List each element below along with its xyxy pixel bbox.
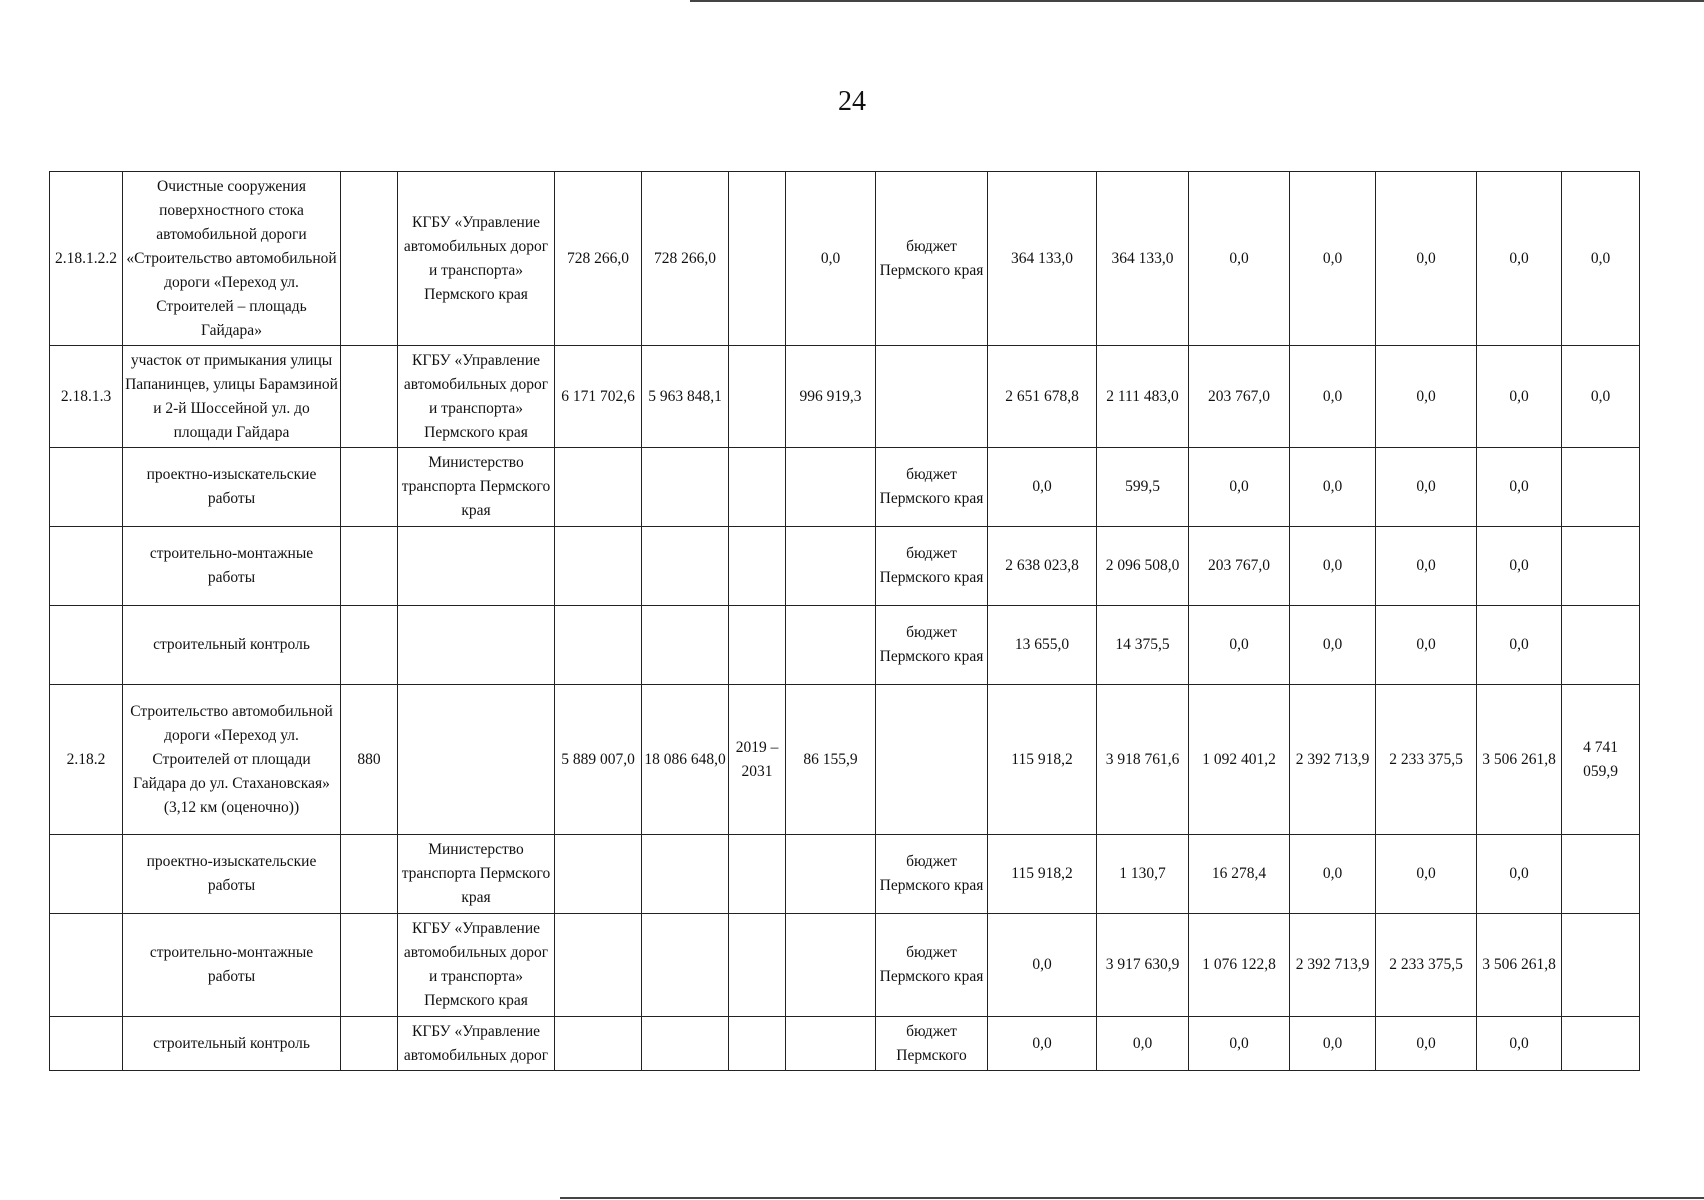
row-value-year-7: 4 741 059,9: [1562, 685, 1640, 835]
row-value-year-7: 0,0: [1562, 346, 1640, 448]
row-name: проектно-изыскательские работы: [123, 448, 341, 527]
row-estimated-cost: 728 266,0: [642, 172, 729, 346]
table-row: [50, 835, 1640, 914]
row-total-cost: [555, 914, 642, 1017]
row-value-year-4: 0,0: [1290, 448, 1376, 527]
row-value-year-7: [1562, 527, 1640, 606]
row-funding-source: бюджет Пермского края: [876, 914, 988, 1017]
row-value-year-1: 2 651 678,8: [988, 346, 1097, 448]
row-value-year-6: 0,0: [1477, 1017, 1562, 1071]
row-spent-before: [786, 835, 876, 914]
row-value-year-1: 0,0: [988, 914, 1097, 1017]
row-name: строительный контроль: [123, 606, 341, 685]
row-value-year-2: 0,0: [1097, 1017, 1189, 1071]
row-value-year-2: 364 133,0: [1097, 172, 1189, 346]
row-value-year-5: 0,0: [1376, 835, 1477, 914]
row-name: строительный контроль: [123, 1017, 341, 1071]
row-code: 2.18.2: [50, 685, 123, 835]
row-value-year-2: 2 096 508,0: [1097, 527, 1189, 606]
row-period: [729, 527, 786, 606]
row-total-cost: 6 171 702,6: [555, 346, 642, 448]
row-value-year-4: 0,0: [1290, 835, 1376, 914]
row-organization: [398, 685, 555, 835]
row-estimated-cost: [642, 527, 729, 606]
row-value-year-5: 2 233 375,5: [1376, 914, 1477, 1017]
row-organization: Министерство транспорта Пермского края: [398, 448, 555, 527]
row-length: [341, 606, 398, 685]
row-length: [341, 527, 398, 606]
row-organization: КГБУ «Управление автомобильных дорог и транспорта» Пермского края: [398, 172, 555, 346]
row-value-year-4: 0,0: [1290, 346, 1376, 448]
row-name: участок от примыкания улицы Папанинцев, улицы Барамзиной и 2-й Шоссейной ул. до площади Гайдара: [123, 346, 341, 448]
table-row: [50, 914, 1640, 1017]
row-value-year-4: 2 392 713,9: [1290, 914, 1376, 1017]
row-spent-before: [786, 914, 876, 1017]
row-code: [50, 448, 123, 527]
row-value-year-3: 0,0: [1189, 172, 1290, 346]
row-value-year-2: 2 111 483,0: [1097, 346, 1189, 448]
table-row: [50, 346, 1640, 448]
row-value-year-6: 3 506 261,8: [1477, 685, 1562, 835]
row-value-year-2: 14 375,5: [1097, 606, 1189, 685]
row-value-year-2: 3 917 630,9: [1097, 914, 1189, 1017]
bottom-edge-line: [560, 1197, 1704, 1199]
row-spent-before: 0,0: [786, 172, 876, 346]
row-value-year-7: [1562, 1017, 1640, 1071]
row-value-year-3: 16 278,4: [1189, 835, 1290, 914]
row-name: Очистные сооружения поверхностного стока автомобильной дороги «Строительство автомобильной дороги «Переход ул. Строителей – площадь Гайдара»: [123, 172, 341, 346]
row-total-cost: 5 889 007,0: [555, 685, 642, 835]
row-value-year-7: [1562, 448, 1640, 527]
row-total-cost: [555, 835, 642, 914]
table-row: [50, 527, 1640, 606]
row-value-year-5: 0,0: [1376, 1017, 1477, 1071]
row-value-year-3: 1 076 122,8: [1189, 914, 1290, 1017]
row-value-year-3: 203 767,0: [1189, 527, 1290, 606]
top-edge-line: [690, 0, 1704, 2]
table-row: [50, 685, 1640, 835]
row-organization: КГБУ «Управление автомобильных дорог и транспорта» Пермского края: [398, 914, 555, 1017]
row-funding-source: бюджет Пермского края: [876, 527, 988, 606]
row-value-year-7: 0,0: [1562, 172, 1640, 346]
row-length: [341, 914, 398, 1017]
row-estimated-cost: 5 963 848,1: [642, 346, 729, 448]
row-spent-before: [786, 448, 876, 527]
row-value-year-5: 0,0: [1376, 448, 1477, 527]
row-period: [729, 346, 786, 448]
row-length: 880: [341, 685, 398, 835]
row-funding-source: [876, 685, 988, 835]
row-value-year-7: [1562, 835, 1640, 914]
table-row: [50, 172, 1640, 346]
table-row: [50, 448, 1640, 527]
row-length: [341, 448, 398, 527]
row-funding-source: бюджет Пермского края: [876, 835, 988, 914]
row-code: [50, 527, 123, 606]
row-spent-before: [786, 606, 876, 685]
row-value-year-5: 0,0: [1376, 527, 1477, 606]
row-length: [341, 346, 398, 448]
row-value-year-2: 599,5: [1097, 448, 1189, 527]
row-period: [729, 1017, 786, 1071]
page-number: 24: [838, 86, 866, 117]
row-estimated-cost: [642, 914, 729, 1017]
row-organization: Министерство транспорта Пермского края: [398, 835, 555, 914]
row-organization: КГБУ «Управление автомобильных дорог: [398, 1017, 555, 1071]
row-code: [50, 835, 123, 914]
row-value-year-3: 203 767,0: [1189, 346, 1290, 448]
row-value-year-1: 115 918,2: [988, 685, 1097, 835]
row-value-year-4: 0,0: [1290, 1017, 1376, 1071]
row-value-year-1: 115 918,2: [988, 835, 1097, 914]
row-value-year-7: [1562, 606, 1640, 685]
row-value-year-5: 0,0: [1376, 346, 1477, 448]
row-period: [729, 606, 786, 685]
row-period: [729, 448, 786, 527]
row-code: [50, 1017, 123, 1071]
row-value-year-6: 0,0: [1477, 448, 1562, 527]
table-row: [50, 606, 1640, 685]
row-spent-before: [786, 527, 876, 606]
row-value-year-6: 0,0: [1477, 835, 1562, 914]
row-value-year-6: 0,0: [1477, 346, 1562, 448]
row-total-cost: [555, 448, 642, 527]
row-funding-source: [876, 346, 988, 448]
row-name: строительно-монтажные работы: [123, 527, 341, 606]
row-spent-before: 996 919,3: [786, 346, 876, 448]
row-length: [341, 172, 398, 346]
row-funding-source: бюджет Пермского края: [876, 448, 988, 527]
row-value-year-6: 0,0: [1477, 527, 1562, 606]
row-total-cost: [555, 606, 642, 685]
row-total-cost: [555, 1017, 642, 1071]
row-period: [729, 914, 786, 1017]
row-value-year-4: 2 392 713,9: [1290, 685, 1376, 835]
row-estimated-cost: 18 086 648,0: [642, 685, 729, 835]
row-period: 2019 – 2031: [729, 685, 786, 835]
row-value-year-2: 1 130,7: [1097, 835, 1189, 914]
row-value-year-5: 0,0: [1376, 606, 1477, 685]
row-value-year-1: 13 655,0: [988, 606, 1097, 685]
row-code: [50, 914, 123, 1017]
row-value-year-5: 0,0: [1376, 172, 1477, 346]
row-total-cost: 728 266,0: [555, 172, 642, 346]
row-value-year-4: 0,0: [1290, 527, 1376, 606]
row-total-cost: [555, 527, 642, 606]
row-value-year-3: 0,0: [1189, 448, 1290, 527]
row-spent-before: 86 155,9: [786, 685, 876, 835]
table-row: [50, 1017, 1640, 1071]
row-organization: [398, 527, 555, 606]
row-spent-before: [786, 1017, 876, 1071]
row-estimated-cost: [642, 1017, 729, 1071]
row-funding-source: бюджет Пермского: [876, 1017, 988, 1071]
row-code: 2.18.1.2.2: [50, 172, 123, 346]
row-value-year-1: 0,0: [988, 448, 1097, 527]
row-value-year-1: 364 133,0: [988, 172, 1097, 346]
row-value-year-3: 0,0: [1189, 606, 1290, 685]
row-length: [341, 1017, 398, 1071]
row-value-year-4: 0,0: [1290, 606, 1376, 685]
row-organization: КГБУ «Управление автомобильных дорог и транспорта» Пермского края: [398, 346, 555, 448]
row-value-year-3: 0,0: [1189, 1017, 1290, 1071]
row-value-year-2: 3 918 761,6: [1097, 685, 1189, 835]
row-funding-source: бюджет Пермского края: [876, 606, 988, 685]
row-value-year-4: 0,0: [1290, 172, 1376, 346]
row-name: строительно-монтажные работы: [123, 914, 341, 1017]
row-value-year-1: 0,0: [988, 1017, 1097, 1071]
row-value-year-7: [1562, 914, 1640, 1017]
row-code: 2.18.1.3: [50, 346, 123, 448]
row-length: [341, 835, 398, 914]
row-estimated-cost: [642, 835, 729, 914]
row-value-year-3: 1 092 401,2: [1189, 685, 1290, 835]
row-period: [729, 172, 786, 346]
row-estimated-cost: [642, 606, 729, 685]
row-name: проектно-изыскательские работы: [123, 835, 341, 914]
row-value-year-5: 2 233 375,5: [1376, 685, 1477, 835]
row-value-year-6: 3 506 261,8: [1477, 914, 1562, 1017]
row-estimated-cost: [642, 448, 729, 527]
row-name: Строительство автомобильной дороги «Переход ул. Строителей от площади Гайдара до ул. Стахановская» (3,12 км (оценочно)): [123, 685, 341, 835]
row-period: [729, 835, 786, 914]
row-value-year-6: 0,0: [1477, 606, 1562, 685]
row-funding-source: бюджет Пермского края: [876, 172, 988, 346]
row-organization: [398, 606, 555, 685]
budget-table: [49, 171, 1640, 1071]
row-code: [50, 606, 123, 685]
row-value-year-1: 2 638 023,8: [988, 527, 1097, 606]
row-value-year-6: 0,0: [1477, 172, 1562, 346]
